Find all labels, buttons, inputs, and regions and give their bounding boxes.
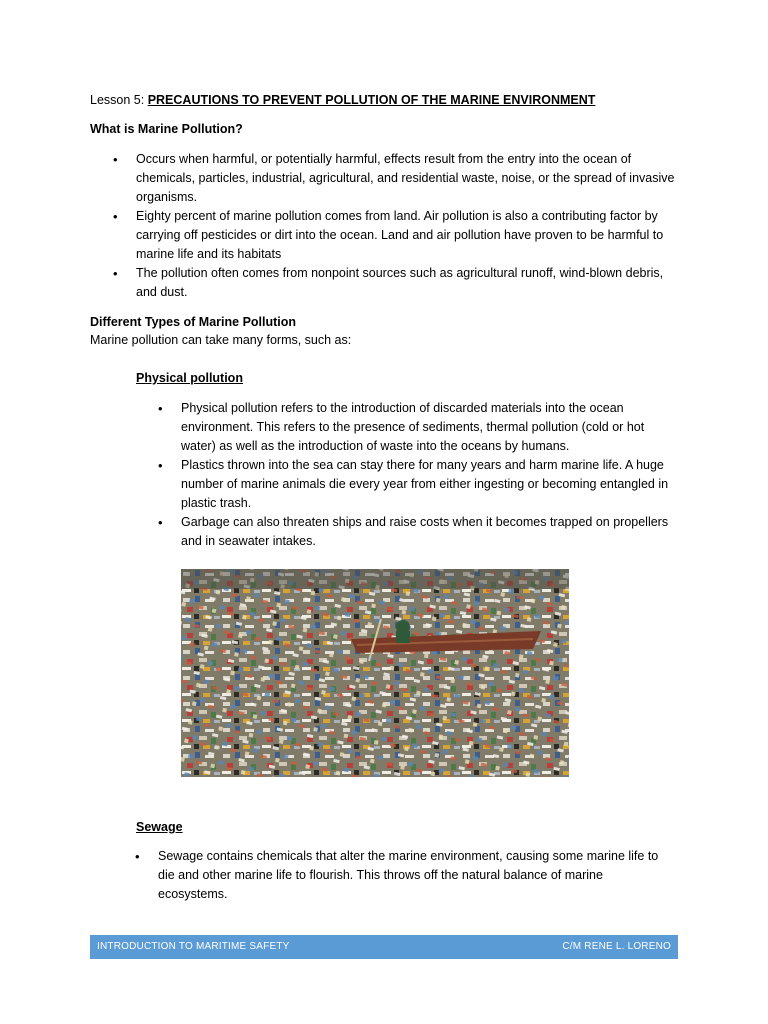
what-is-list [113, 150, 681, 302]
photo-illustration [181, 569, 569, 777]
lesson-heading: PRECAUTIONS TO PREVENT POLLUTION OF THE MARINE ENVIRONMENT [147, 93, 596, 107]
list-item: • Physical pollution refers to the introduction of discarded materials into the ocean environment. This refers to the presence of sediments, thermal pollution (cold or hot water) as well as the introduction of waste into the oceans by humans. [158, 399, 676, 456]
sewage-heading: Sewage [136, 820, 183, 834]
footer-author: C/M RENE L. LORENO [562, 941, 671, 952]
lesson-prefix: Lesson 5: [90, 93, 148, 107]
what-is-heading: What is Marine Pollution? [90, 122, 243, 136]
physical-heading: Physical pollution [136, 371, 243, 385]
physical-list [158, 399, 676, 551]
list-item: • Plastics thrown into the sea can stay there for many years and harm marine life. A huge number of marine animals die every year from either ingesting or becoming entangled in plastic trash. [158, 456, 676, 513]
sewage-list [135, 847, 675, 904]
lesson-title [90, 93, 595, 107]
marine-debris-photo [181, 569, 569, 777]
list-item: • Occurs when harmful, or potentially harmful, effects result from the entry into the ocean of chemicals, particles, industrial, agricultural, and residential waste, noise, or the spread of invasive organisms. [113, 150, 681, 207]
types-heading: Different Types of Marine Pollution [90, 315, 297, 329]
types-intro: Marine pollution can take many forms, such as: [90, 333, 352, 347]
page-footer [90, 935, 678, 959]
list-item: • Garbage can also threaten ships and raise costs when it becomes trapped on propellers and in seawater intakes. [158, 513, 676, 551]
footer-course: INTRODUCTION TO MARITIME SAFETY [97, 941, 290, 952]
list-item: • Eighty percent of marine pollution comes from land. Air pollution is also a contributing factor by carrying off pesticides or dirt into the ocean. Land and air pollution have proven to be harmful to marine life and its habitats [113, 207, 681, 264]
list-item: • The pollution often comes from nonpoint sources such as agricultural runoff, wind-blown debris, and dust. [113, 264, 681, 302]
list-item: • Sewage contains chemicals that alter the marine environment, causing some marine life to die and other marine life to flourish. This throws off the natural balance of marine ecosystems. [135, 847, 675, 904]
